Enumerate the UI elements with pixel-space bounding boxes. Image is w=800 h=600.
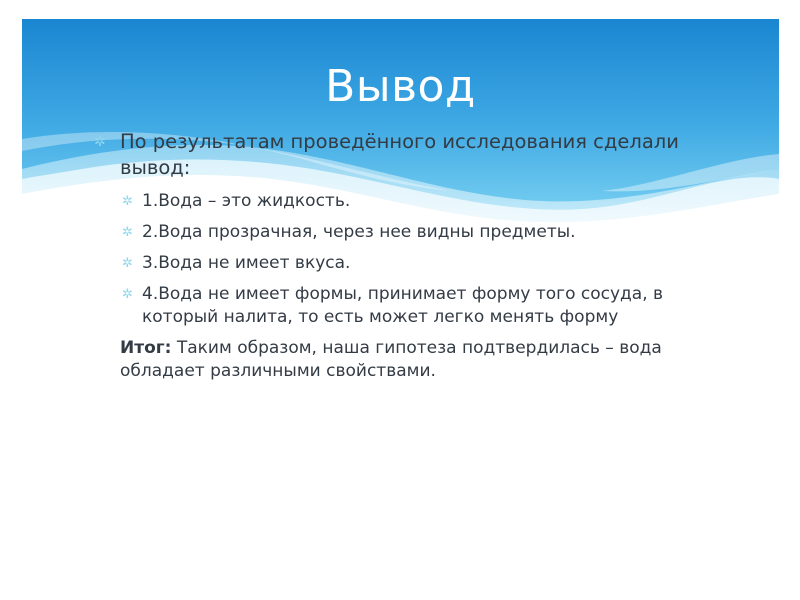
bullet-icon: ✲ — [122, 194, 133, 209]
conclusion-label: Итог: — [120, 338, 172, 358]
list-item — [90, 283, 690, 329]
slide-content — [90, 129, 690, 383]
conclusion-list — [90, 190, 690, 329]
conclusion-text: Таким образом, наша гипотеза подтвердилась – вода обладает различными свойствами. — [120, 338, 662, 381]
intro-bullet — [90, 129, 690, 181]
list-item — [90, 190, 690, 213]
list-item-text: 2.Вода прозрачная, через нее видны предметы. — [142, 222, 576, 242]
bullet-icon: ✲ — [122, 256, 133, 271]
bullet-icon: ✲ — [122, 287, 133, 302]
list-item — [90, 252, 690, 275]
slide — [22, 19, 779, 587]
list-item-text: 1.Вода – это жидкость. — [142, 191, 351, 211]
conclusion-paragraph — [90, 337, 690, 383]
bullet-icon: ✲ — [122, 225, 133, 240]
list-item — [90, 221, 690, 244]
bullet-icon: ✲ — [94, 134, 106, 150]
list-item-text: 3.Вода не имеет вкуса. — [142, 253, 351, 273]
intro-text: По результатам проведённого исследования сделали вывод: — [120, 130, 679, 179]
slide-title: Вывод — [325, 61, 476, 112]
list-item-text: 4.Вода не имеет формы, принимает форму того сосуда, в который налита, то есть может легко менять форму — [142, 284, 664, 327]
